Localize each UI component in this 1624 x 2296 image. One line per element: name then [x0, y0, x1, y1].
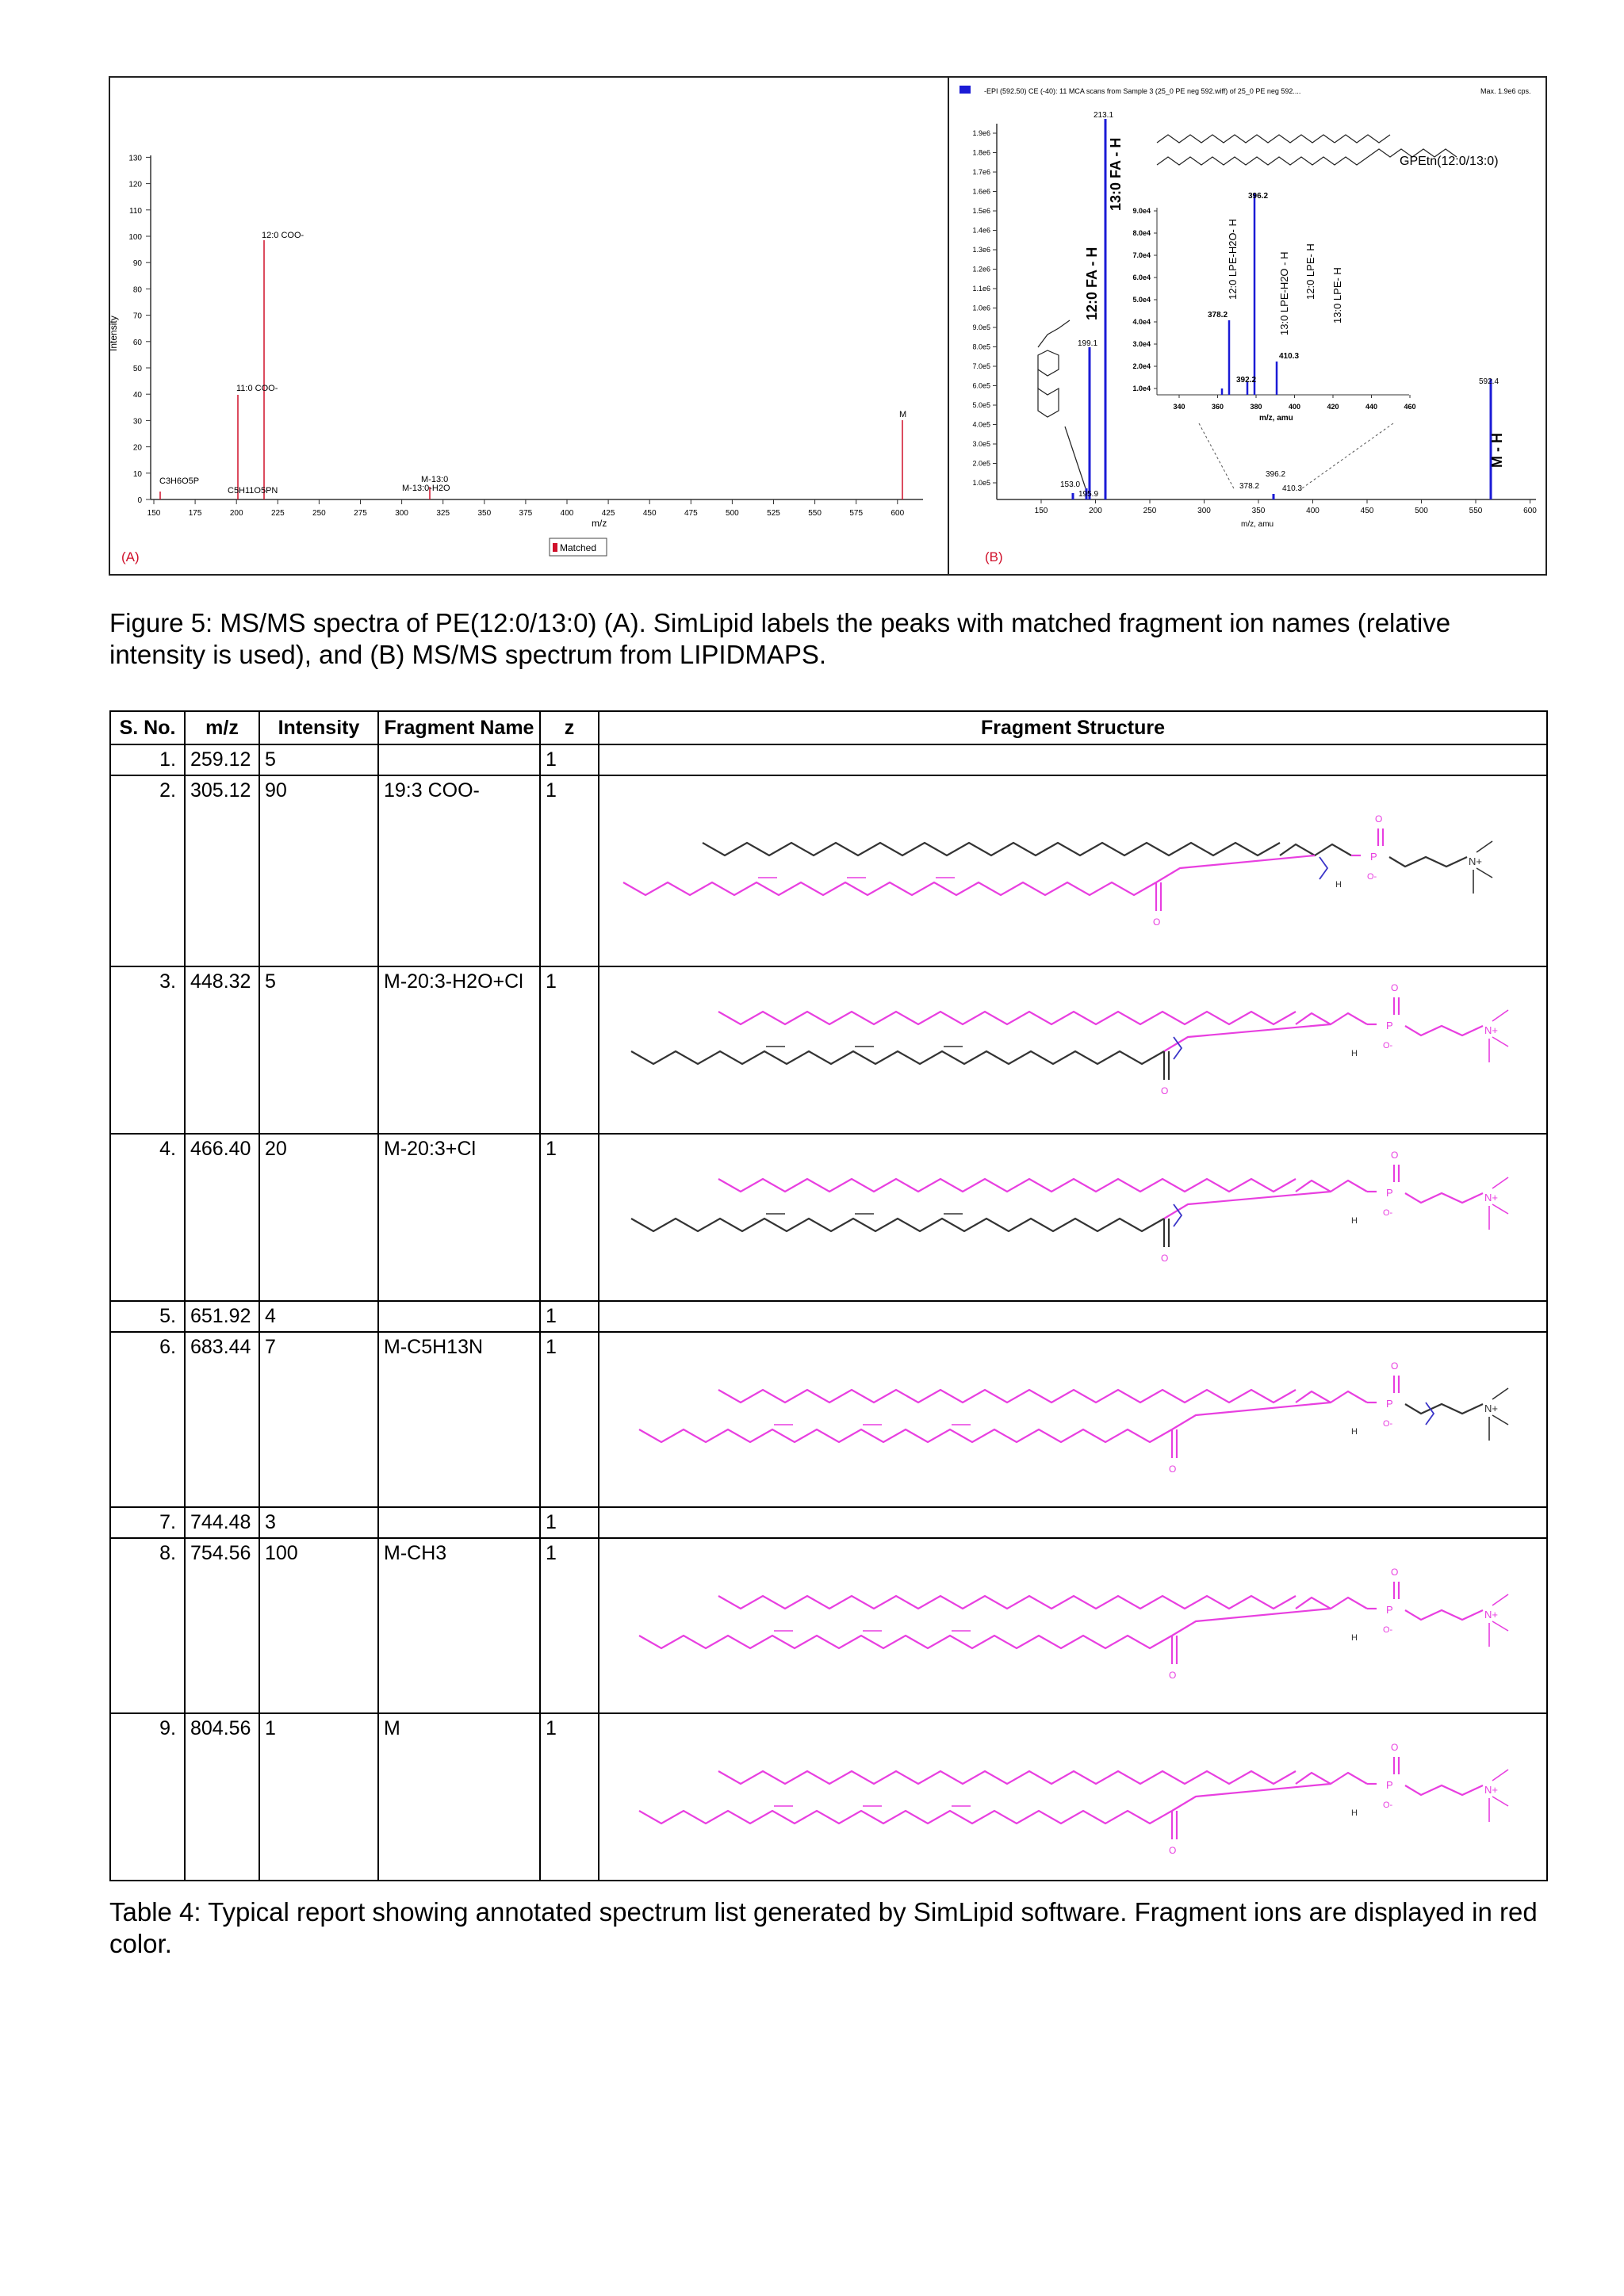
cell-z: 1 [540, 1301, 599, 1332]
peak-label-m-13-0-h2o: M-13:0-H2O [402, 484, 450, 493]
svg-text:O: O [1169, 1464, 1177, 1475]
svg-text:O-: O- [1383, 1041, 1393, 1050]
header-intensity: Intensity [259, 711, 378, 744]
x-tick-label: 300 [395, 509, 408, 518]
cell-intensity: 7 [259, 1332, 378, 1507]
panel-a-x-label: m/z [592, 518, 607, 529]
table-row [110, 1301, 1547, 1332]
y-tick-label: 40 [132, 391, 142, 400]
x-tick-label: 600 [1523, 507, 1537, 515]
header-sno: S. No. [110, 711, 185, 744]
cell-name: M [378, 1713, 540, 1881]
y-tick-label: 1.8e6 [972, 148, 990, 157]
x-tick-label: 450 [642, 509, 657, 518]
cell-name: M-20:3+Cl [378, 1134, 540, 1301]
fragment-structure-drawing [599, 1135, 1546, 1295]
y-tick-label: 110 [129, 206, 142, 216]
inset-value-392-2: 392.2 [1236, 376, 1257, 385]
peak-label-c5h11o5pn: C5H11O5PN [228, 486, 278, 496]
inset-y-tick-label: 5.0e4 [1132, 296, 1151, 304]
peak-value-592-4: 592.4 [1479, 377, 1500, 386]
cell-fragment-structure [599, 744, 1547, 775]
x-tick-label: 175 [188, 509, 202, 518]
inset-y-tick-label: 9.0e4 [1132, 207, 1151, 215]
cell-fragment-structure [599, 1332, 1547, 1507]
inset-x-tick-label: 440 [1365, 403, 1378, 411]
svg-text:N+: N+ [1484, 1024, 1498, 1036]
y-tick-label: 0 [137, 496, 142, 505]
cell-fragment-structure [599, 1301, 1547, 1332]
svg-text:N+: N+ [1484, 1784, 1498, 1796]
table-caption: Table 4: Typical report showing annotated spectrum list generated by SimLipid software. Fragment ions are displayed in red color. [109, 1897, 1538, 1958]
cell-name [378, 1507, 540, 1538]
y-tick-label: 120 [128, 180, 142, 189]
cell-z: 1 [540, 775, 599, 966]
y-tick-label: 3.0e5 [972, 440, 990, 448]
peak-value-410-3: 410.3 [1282, 484, 1303, 493]
cell-name: M-C5H13N [378, 1332, 540, 1507]
cell-mz: 259.12 [185, 744, 259, 775]
y-tick-label: 1.0e5 [972, 479, 990, 487]
cell-z: 1 [540, 1713, 599, 1881]
y-tick-label: 2.0e5 [972, 459, 990, 468]
cell-sno: 1. [110, 744, 185, 775]
panel-b-x-ticks [1035, 499, 1538, 515]
y-tick-label: 1.5e6 [972, 207, 990, 215]
panel-a-label: (A) [121, 549, 140, 564]
svg-text:O: O [1391, 1742, 1399, 1753]
x-tick-label: 325 [436, 509, 450, 518]
cell-name: M-20:3-H2O+Cl [378, 966, 540, 1134]
cell-intensity: 4 [259, 1301, 378, 1332]
header-fragment-name: Fragment Name [378, 711, 540, 744]
cell-mz: 651.92 [185, 1301, 259, 1332]
cell-name: M-CH3 [378, 1538, 540, 1713]
svg-text:O: O [1391, 1567, 1399, 1578]
table-row [110, 775, 1547, 966]
figure-caption: Figure 5: MS/MS spectra of PE(12:0/13:0) (A). SimLipid labels the peaks with matched fragment ion names (relative intensity is used), and (B) MS/MS spectrum from LIPIDMAPS. [109, 608, 1451, 669]
svg-text:P: P [1386, 1020, 1393, 1031]
y-tick-label: 20 [132, 443, 142, 453]
x-tick-label: 250 [1143, 507, 1157, 515]
x-tick-label: 600 [891, 509, 905, 518]
x-tick-label: 275 [354, 509, 367, 518]
peak-value-396-2: 396.2 [1266, 470, 1286, 479]
cell-fragment-structure [599, 1713, 1547, 1881]
cell-fragment-structure [599, 1507, 1547, 1538]
peak-value-199-1: 199.1 [1078, 339, 1098, 348]
svg-text:H: H [1351, 1049, 1358, 1058]
peak-value-195-9: 195.9 [1078, 490, 1099, 499]
cell-mz: 448.32 [185, 966, 259, 1134]
panel-a-x-ticks [147, 499, 905, 518]
svg-text:O-: O- [1383, 1800, 1393, 1810]
cell-z: 1 [540, 744, 599, 775]
svg-text:P: P [1386, 1398, 1393, 1410]
table-row [110, 1538, 1547, 1713]
svg-text:O-: O- [1367, 872, 1377, 882]
y-tick-label: 60 [132, 338, 142, 347]
svg-text:H: H [1335, 880, 1342, 890]
y-tick-label: 70 [132, 312, 142, 321]
inset-label-3: 12:0 LPE- H [1304, 243, 1316, 300]
svg-text:O: O [1391, 1150, 1399, 1161]
inset-x-tick-label: 420 [1327, 403, 1339, 411]
table-row [110, 1332, 1547, 1507]
svg-text:N+: N+ [1469, 855, 1482, 867]
x-tick-label: 550 [1469, 507, 1483, 515]
y-tick-label: 80 [132, 285, 142, 295]
svg-text:H: H [1351, 1427, 1358, 1437]
svg-text:N+: N+ [1484, 1402, 1498, 1414]
x-tick-label: 250 [312, 509, 326, 518]
peak-label-m-13-0: M-13:0 [421, 475, 449, 484]
y-tick-label: 1.3e6 [972, 246, 990, 254]
cell-z: 1 [540, 966, 599, 1134]
svg-text:N+: N+ [1484, 1609, 1498, 1621]
svg-text:O: O [1153, 916, 1161, 928]
inset-y-tick-label: 7.0e4 [1132, 251, 1151, 259]
y-tick-label: 4.0e5 [972, 420, 990, 429]
y-tick-label: 1.2e6 [972, 265, 990, 274]
fragment-structure-drawing [599, 1539, 1546, 1707]
x-tick-label: 400 [560, 509, 574, 518]
peak-value-378-2: 378.2 [1239, 482, 1260, 491]
svg-text:O: O [1161, 1253, 1169, 1264]
cell-intensity: 20 [259, 1134, 378, 1301]
x-tick-label: 475 [684, 509, 698, 518]
svg-text:O-: O- [1383, 1625, 1393, 1635]
cell-mz: 744.48 [185, 1507, 259, 1538]
cell-name [378, 744, 540, 775]
inset-y-tick-label: 8.0e4 [1132, 229, 1151, 237]
table-row [110, 1713, 1547, 1881]
x-tick-label: 300 [1197, 507, 1211, 515]
cell-intensity: 5 [259, 966, 378, 1134]
inset-y-tick-label: 4.0e4 [1132, 318, 1151, 326]
peak-label-c3h6o5p: C3H6O5P [159, 476, 200, 486]
inset-x-tick-label: 460 [1404, 403, 1416, 411]
cell-z: 1 [540, 1134, 599, 1301]
cell-mz: 683.44 [185, 1332, 259, 1507]
label-13-0-fa-h: 13:0 FA - H [1108, 137, 1124, 211]
peak-value-153-0: 153.0 [1060, 480, 1081, 489]
svg-text:N+: N+ [1484, 1192, 1498, 1203]
fragment-structure-drawing [599, 967, 1546, 1127]
x-tick-label: 150 [147, 509, 161, 518]
peak-label-m: M [899, 410, 907, 419]
panel-b-header: -EPI (592.50) CE (-40): 11 MCA scans from Sample 3 (25_0 PE neg 592.wiff) of 25_0 PE neg 592.... [984, 87, 1301, 95]
cell-sno: 6. [110, 1332, 185, 1507]
x-tick-label: 525 [767, 509, 780, 518]
svg-text:P: P [1386, 1779, 1393, 1791]
panel-b-max: Max. 1.9e6 cps. [1480, 87, 1531, 95]
label-m-h: M - H [1489, 433, 1505, 468]
x-tick-label: 575 [849, 509, 864, 518]
cell-intensity: 90 [259, 775, 378, 966]
inset-value-410-3: 410.3 [1279, 352, 1300, 361]
inset-y-tick-label: 3.0e4 [1132, 340, 1151, 348]
cell-sno: 8. [110, 1538, 185, 1713]
y-tick-label: 130 [128, 154, 142, 163]
cell-fragment-structure [599, 966, 1547, 1134]
y-tick-label: 100 [128, 233, 142, 242]
x-tick-label: 225 [270, 509, 285, 518]
svg-text:P: P [1386, 1187, 1393, 1199]
panel-b-label: (B) [985, 549, 1003, 564]
y-tick-label: 5.0e5 [972, 401, 990, 409]
panel-b-y-ticks [972, 129, 997, 487]
panel-a-y-label: Intensity [108, 316, 119, 351]
inset-y-tick-label: 6.0e4 [1132, 274, 1151, 281]
cell-mz: 754.56 [185, 1538, 259, 1713]
inset-x-label: m/z, amu [1259, 414, 1293, 423]
report-table [109, 710, 1548, 1881]
inset-label-4: 13:0 LPE- H [1331, 267, 1343, 323]
panel-a-y-ticks [128, 154, 151, 505]
panel-a-legend: Matched [560, 542, 597, 553]
fragment-structure-drawing [599, 1714, 1546, 1874]
inset-spectrum [1132, 192, 1415, 490]
header-z: z [540, 711, 599, 744]
svg-text:P: P [1370, 851, 1377, 863]
cell-mz: 466.40 [185, 1134, 259, 1301]
x-tick-label: 425 [601, 509, 615, 518]
cell-name: 19:3 COO- [378, 775, 540, 966]
y-tick-label: 9.0e5 [972, 323, 990, 331]
cell-mz: 305.12 [185, 775, 259, 966]
peak-label-12-0-coo: 12:0 COO- [262, 231, 304, 240]
inset-x-tick-label: 360 [1211, 403, 1224, 411]
svg-text:H: H [1351, 1633, 1358, 1643]
peak-value-213-1: 213.1 [1094, 111, 1114, 120]
svg-text:H: H [1351, 1808, 1358, 1818]
y-tick-label: 30 [132, 417, 142, 427]
y-tick-label: 1.1e6 [972, 285, 990, 293]
inset-label-2: 13:0 LPE-H2O - H [1278, 251, 1290, 335]
panel-a-peaks [160, 240, 902, 499]
x-tick-label: 375 [519, 509, 533, 518]
cell-intensity: 1 [259, 1713, 378, 1881]
table-row [110, 1134, 1547, 1301]
svg-text:O-: O- [1383, 1208, 1393, 1218]
x-tick-label: 550 [808, 509, 822, 518]
header-fragment-structure: Fragment Structure [599, 711, 1547, 744]
cell-sno: 4. [110, 1134, 185, 1301]
fragment-structure-drawing [599, 776, 1546, 960]
svg-text:O: O [1375, 813, 1383, 825]
cell-sno: 3. [110, 966, 185, 1134]
svg-text:O-: O- [1383, 1419, 1393, 1429]
compound-name: GPEtn(12:0/13:0) [1400, 155, 1499, 168]
inset-x-tick-label: 340 [1173, 403, 1185, 411]
y-tick-label: 1.6e6 [972, 187, 990, 196]
cell-sno: 2. [110, 775, 185, 966]
inset-y-tick-label: 2.0e4 [1132, 362, 1151, 370]
table-header [110, 711, 1547, 744]
inset-y-tick-label: 1.0e4 [1132, 385, 1151, 392]
panel-b-spectrum [949, 78, 1545, 574]
svg-text:H: H [1351, 1216, 1358, 1226]
x-tick-label: 200 [1089, 507, 1102, 515]
x-tick-label: 150 [1034, 507, 1048, 515]
x-tick-label: 350 [1251, 507, 1266, 515]
y-tick-label: 50 [132, 365, 142, 373]
y-tick-label: 1.9e6 [972, 129, 990, 137]
cell-z: 1 [540, 1507, 599, 1538]
inset-value-396-2: 396.2 [1248, 192, 1269, 201]
inset-x-tick-label: 400 [1288, 403, 1301, 411]
cell-intensity: 3 [259, 1507, 378, 1538]
label-12-0-fa-h: 12:0 FA - H [1084, 247, 1100, 320]
inset-x-tick-label: 380 [1250, 403, 1262, 411]
y-tick-label: 7.0e5 [972, 362, 990, 370]
y-tick-label: 90 [132, 259, 142, 269]
y-tick-label: 8.0e5 [972, 342, 990, 351]
inset-label-1: 12:0 LPE-H2O- H [1227, 219, 1239, 300]
svg-text:P: P [1386, 1604, 1393, 1616]
cell-fragment-structure [599, 775, 1547, 966]
y-tick-label: 1.7e6 [972, 168, 990, 176]
x-tick-label: 400 [1306, 507, 1320, 515]
x-tick-label: 450 [1360, 507, 1374, 515]
cell-sno: 9. [110, 1713, 185, 1881]
table-row [110, 1507, 1547, 1538]
inset-value-378-2: 378.2 [1208, 311, 1228, 320]
cell-intensity: 100 [259, 1538, 378, 1713]
header-mz: m/z [185, 711, 259, 744]
y-tick-label: 10 [132, 469, 142, 479]
svg-text:O: O [1161, 1085, 1169, 1096]
cell-intensity: 5 [259, 744, 378, 775]
peak-label-11-0-coo: 11:0 COO- [236, 384, 278, 393]
table-row [110, 744, 1547, 775]
cell-fragment-structure [599, 1134, 1547, 1301]
x-tick-label: 500 [1415, 507, 1428, 515]
x-tick-label: 350 [477, 509, 492, 518]
svg-text:O: O [1391, 982, 1399, 993]
y-tick-label: 1.4e6 [972, 226, 990, 235]
svg-text:O: O [1169, 1670, 1177, 1681]
table-row [110, 966, 1547, 1134]
cell-z: 1 [540, 1538, 599, 1713]
cell-name [378, 1301, 540, 1332]
y-tick-label: 1.0e6 [972, 304, 990, 312]
fragment-structure-drawing [599, 1333, 1546, 1501]
svg-text:O: O [1169, 1845, 1177, 1856]
x-tick-label: 500 [726, 509, 739, 518]
cell-fragment-structure [599, 1538, 1547, 1713]
x-tick-label: 200 [229, 509, 243, 518]
cell-mz: 804.56 [185, 1713, 259, 1881]
y-tick-label: 6.0e5 [972, 381, 990, 390]
svg-text:O: O [1391, 1360, 1399, 1372]
cell-sno: 5. [110, 1301, 185, 1332]
panel-b-x-label: m/z, amu [1241, 520, 1274, 529]
cell-z: 1 [540, 1332, 599, 1507]
cell-sno: 7. [110, 1507, 185, 1538]
panel-a-spectrum [110, 78, 947, 574]
